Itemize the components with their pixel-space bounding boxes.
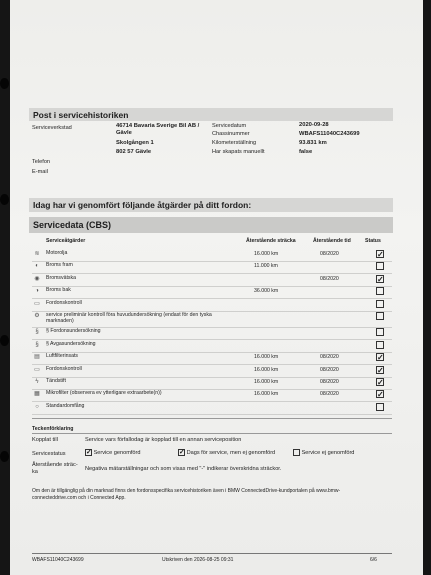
service-measure-name: Motorolja [46,250,68,256]
footer-chassis: WBAFS11040C243699 [32,557,84,563]
checked-box-icon: ✓ [179,449,185,456]
remaining-time: 08/2020 [320,366,339,373]
remaining-time: 08/2020 [320,275,339,282]
service-measure-name: Fordonskontroll [46,299,82,306]
checked-box-icon: ✓ [377,274,384,284]
table-row [32,377,392,390]
binder-hole [0,335,9,346]
legend-status-due: ✓ Dags för service, men ej genomförd [179,449,276,456]
legend-divider [32,418,392,419]
table-row [32,327,392,340]
col-remaining-time: Återstående tid [313,238,351,244]
service-measure-name: Tändstift [46,378,66,384]
binder-hole [0,78,9,89]
brake-front-icon: ◐ [35,263,39,270]
remaining-time: 08/2020 [320,391,339,398]
email-label: E-mail [32,169,48,175]
mileage-label: Kilometerställning [212,140,257,146]
empty-box-icon [376,328,384,336]
col-status: Status [365,238,381,244]
table-row [32,286,392,299]
binder-hole [0,451,9,462]
service-measure-name: Standardomfång [46,402,85,409]
manual-value: false [299,149,313,155]
checked-box-icon: ✓ [377,390,384,400]
phone-label: Telefon [32,159,51,165]
manual-label: Har skapats manuellt [212,149,265,155]
service-measure-name: § Fordonsundersökning [46,328,101,335]
table-row [32,352,392,365]
remaining-time: 08/2020 [320,379,339,385]
remaining-label: Återstående sträc- [32,462,78,468]
table-row [32,311,392,328]
remaining-text: Negativa mätarställningar och som visas med "-" indikerar överskridna sträckor. [85,466,282,472]
post-title: Post i servicehistoriken [33,110,129,120]
col-measure: Serviceåtgärder [46,238,86,244]
empty-box-icon [376,287,384,295]
footer-page: 6/6 [370,557,377,563]
micro-filter-icon: ▦ [34,391,40,398]
address-line-3: Skolgången 1 [116,140,154,146]
remaining-time: 08/2020 [320,354,339,361]
linked-label: Kopplat till [32,437,58,443]
standard-icon: ○ [35,403,39,410]
address-line-2: Gävle [116,130,132,136]
table-row [32,402,392,415]
table-row [32,299,392,312]
chassis-label: Chassinummer [212,131,250,137]
empty-box-icon [376,312,384,320]
vehicle-check-icon: ▭ [34,366,40,373]
service-date-value: 2020-09-28 [299,122,329,128]
legend-title-rule [32,433,392,434]
footer-printed: Utskriven den 2026-08-25 09:31 [162,557,234,563]
portal-note: Om den är tillgänglig på din marknad finns den fordonsspecifika servicehistoriken även i BMW ConnectedDrive-kundportalen på www.bmw- [32,488,341,494]
section-icon: § [35,341,39,348]
remaining-km: 36.000 km [254,288,279,295]
spark-plug-icon: ϟ [35,379,39,385]
service-measure-name: Broms fram [46,262,73,269]
actions-header-bar [29,198,393,212]
brake-fluid-icon: ◉ [34,275,40,282]
remaining-km: 16.000 km [254,379,279,385]
checked-box-icon: ✓ [377,250,384,259]
service-measure-name: Luftfilterinsats [46,353,79,360]
checked-box-icon: ✓ [86,449,92,456]
actions-title: Idag har vi genomfört följande åtgärder på ditt fordon: [33,200,252,210]
checked-box-icon: ✓ [377,353,384,363]
service-measure-name: service preliminär kontroll föra huvudundersökning (endast för den tyska marknaden) [46,312,212,324]
vehicle-check-icon: ▭ [34,300,40,307]
service-measure-name: § Avgasundersökning [46,340,96,347]
binder-hole [0,194,9,205]
footer-rule [32,553,392,554]
table-row [32,340,392,353]
service-measure-name: Bromsvätska [46,274,76,281]
empty-box-icon [293,449,300,456]
remaining-time: 08/2020 [320,251,339,257]
table-row [32,365,392,378]
table-row [32,389,392,402]
remaining-km: 16.000 km [254,354,279,361]
address-line-4: 802 57 Gävle [116,149,152,155]
legend-status-done: ✓ Service genomförd [86,449,141,456]
post-header-bar [29,108,393,121]
service-measure-name: Broms bak [46,287,71,294]
remaining-km: 16.000 km [254,366,279,373]
checked-box-icon: ✓ [377,365,384,375]
checked-box-icon: ✓ [377,378,384,387]
empty-box-icon [376,262,384,270]
workshop-label: Serviceverkstad [32,125,72,131]
legend-title: Teckenförklaring [32,426,74,432]
service-date-label: Servicedatum [212,123,247,129]
air-filter-icon: ▤ [34,354,40,361]
empty-box-icon [376,341,384,349]
table-row [32,249,392,262]
address-line-1: 46714 Bavaria Sverige Bil AB / [116,123,200,129]
remaining-label-2: ka [32,469,38,475]
mileage-value: 93.831 km [299,140,327,146]
portal-note-2: connecteddrive.com och i Connected App. [32,495,126,501]
service-measure-name: Mikrofilter (observera ev ytterligare extraarbete(n)) [46,390,162,397]
linked-text: Service vars förfallodag är kopplad till en annan serviceposition [85,437,242,443]
service-icon: ⚙ [34,313,40,319]
table-row [32,274,392,287]
document-page [10,0,423,575]
remaining-km: 16.000 km [254,391,279,398]
brake-rear-icon: ◑ [35,288,39,295]
empty-box-icon [376,403,384,411]
section-icon: § [35,329,39,336]
remaining-km: 16.000 km [254,251,279,257]
legend-status-not-done: Service ej genomförd [293,449,354,456]
cbs-title: Servicedata (CBS) [33,220,112,230]
chassis-value: WBAFS11040C243699 [299,131,360,137]
cbs-header-bar [29,217,393,233]
status-label: Servicestatus [32,451,66,457]
col-remaining-km: Återstående sträcka [246,238,296,244]
oil-icon: ≋ [34,251,40,257]
table-row [32,261,392,274]
empty-box-icon [376,300,384,308]
remaining-km: 11.000 km [254,263,278,270]
service-measure-name: Fordonskontroll [46,365,82,372]
